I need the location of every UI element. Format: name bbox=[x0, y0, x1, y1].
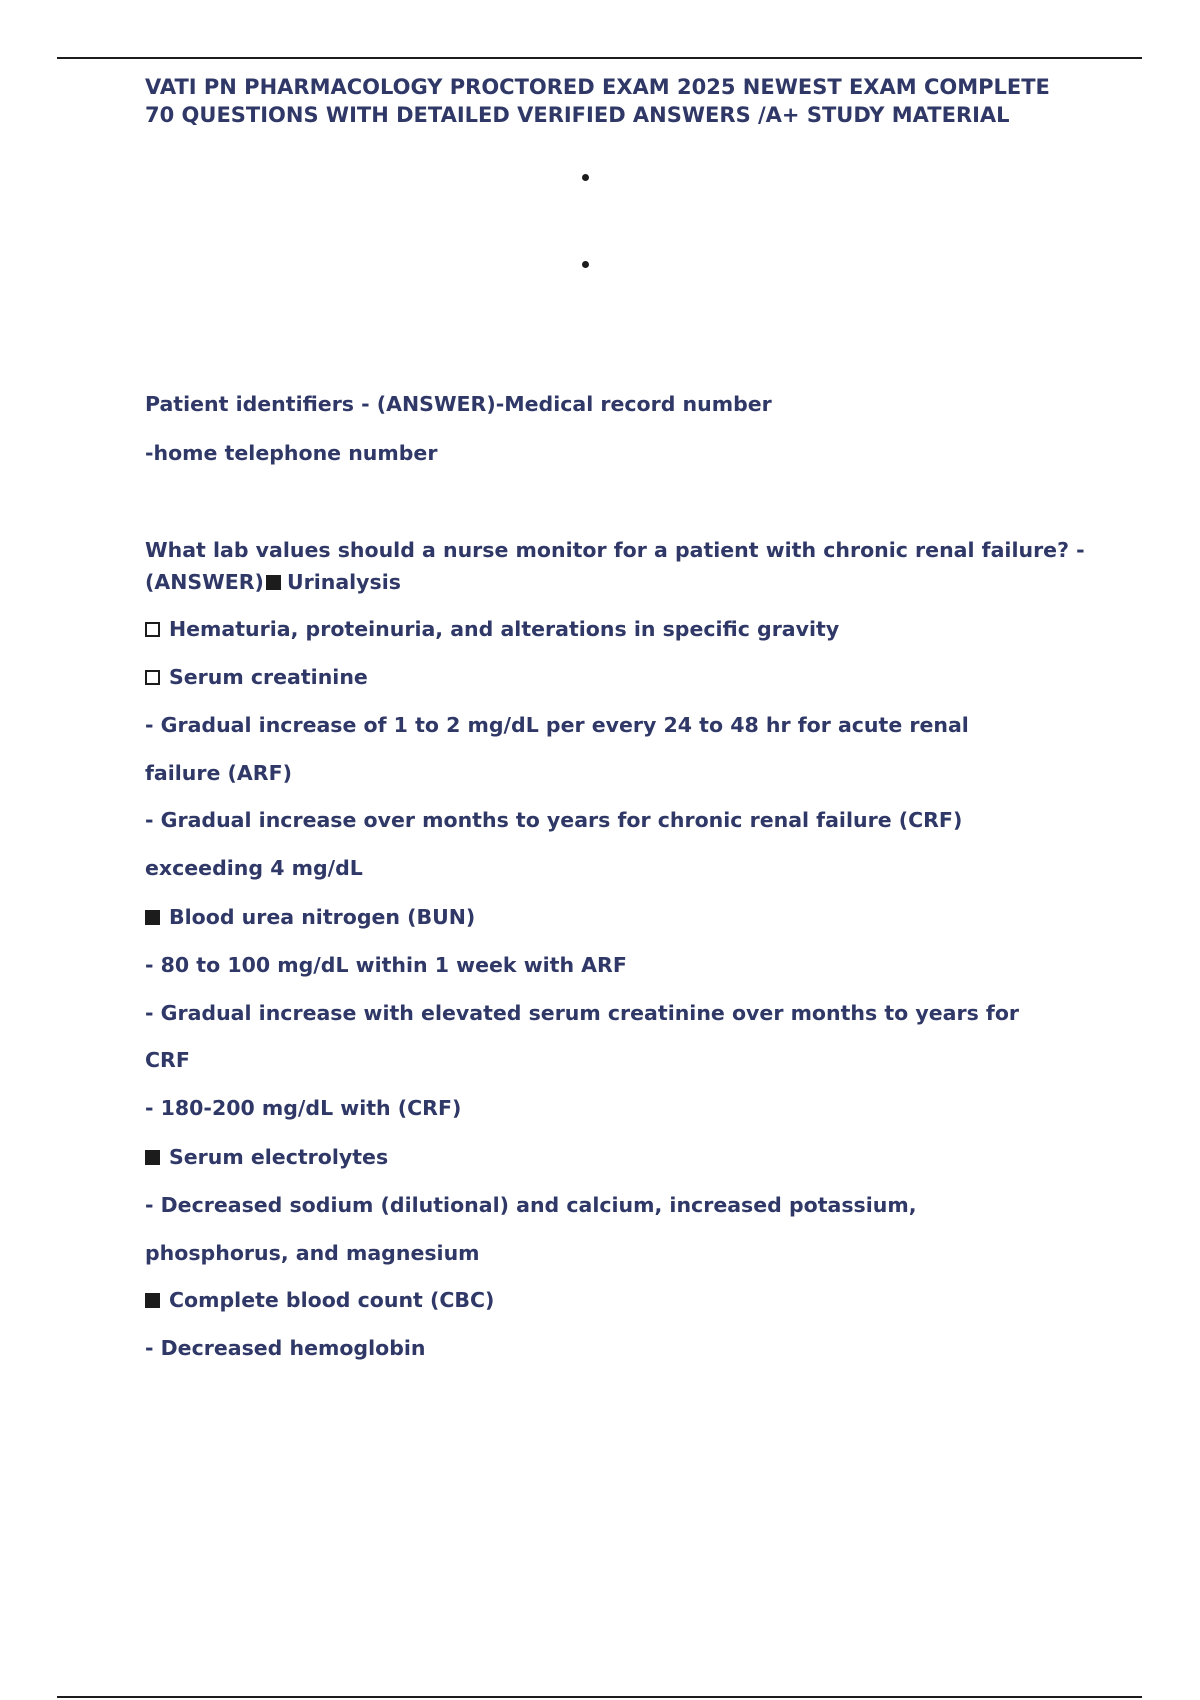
list-item bbox=[145, 1286, 494, 1314]
list-item bbox=[145, 1143, 388, 1171]
empty-box-icon bbox=[145, 622, 160, 637]
list-item bbox=[145, 1191, 917, 1219]
list-item-text: Blood urea nitrogen (BUN) bbox=[169, 905, 476, 929]
list-item-text: - 80 to 100 mg/dL within 1 week with ARF bbox=[145, 953, 627, 977]
list-item bbox=[145, 903, 475, 931]
list-item-text: - Gradual increase with elevated serum creatinine over months to years for bbox=[145, 1001, 1020, 1025]
list-item bbox=[145, 999, 1019, 1027]
list-item-text: exceeding 4 mg/dL bbox=[145, 856, 363, 880]
bullet-dot-icon bbox=[582, 174, 589, 181]
list-item-text: - Decreased sodium (dilutional) and calcium, increased potassium, bbox=[145, 1193, 917, 1217]
list-item bbox=[145, 1239, 480, 1267]
list-item bbox=[145, 1334, 426, 1362]
list-item-text: Serum electrolytes bbox=[169, 1145, 389, 1169]
top-rule bbox=[57, 57, 1142, 59]
empty-box-icon bbox=[145, 670, 160, 685]
list-item-text: Complete blood count (CBC) bbox=[169, 1288, 495, 1312]
list-item-text: failure (ARF) bbox=[145, 761, 292, 785]
list-item bbox=[145, 806, 962, 834]
bullet-dot-icon bbox=[582, 261, 589, 268]
list-item bbox=[145, 615, 839, 643]
answer-2-line bbox=[145, 568, 401, 596]
list-item bbox=[145, 759, 292, 787]
list-item-text: Hematuria, proteinuria, and alterations in specific gravity bbox=[169, 617, 840, 641]
filled-square-icon bbox=[145, 910, 160, 925]
document-title: VATI PN PHARMACOLOGY PROCTORED EXAM 2025 NEWEST EXAM COMPLETE 70 QUESTIONS WITH DETAILED VERIFIED ANSWERS /A+ STUDY MATERIAL bbox=[145, 75, 1050, 127]
question-1-line: Patient identifiers - (ANSWER)-Medical record number bbox=[145, 392, 772, 416]
list-item bbox=[145, 663, 368, 691]
list-item bbox=[145, 711, 969, 739]
question-2-line: What lab values should a nurse monitor for a patient with chronic renal failure? - bbox=[145, 538, 1085, 562]
list-item-text: CRF bbox=[145, 1048, 190, 1072]
filled-square-icon bbox=[145, 1293, 160, 1308]
list-item bbox=[145, 1094, 461, 1122]
bottom-rule bbox=[57, 1696, 1142, 1698]
list-item-text: phosphorus, and magnesium bbox=[145, 1241, 480, 1265]
list-item bbox=[145, 951, 627, 979]
urinalysis-label: Urinalysis bbox=[286, 570, 401, 594]
answer-1-line: -home telephone number bbox=[145, 441, 438, 465]
list-item-text: - Gradual increase of 1 to 2 mg/dL per every 24 to 48 hr for acute renal bbox=[145, 713, 969, 737]
list-item-text: - 180-200 mg/dL with (CRF) bbox=[145, 1096, 462, 1120]
filled-square-icon bbox=[145, 1150, 160, 1165]
list-item bbox=[145, 854, 363, 882]
list-item-text: - Gradual increase over months to years for chronic renal failure (CRF) bbox=[145, 808, 963, 832]
answer-label: (ANSWER) bbox=[145, 570, 264, 594]
list-item-text: - Decreased hemoglobin bbox=[145, 1336, 426, 1360]
list-item-text: Serum creatinine bbox=[169, 665, 368, 689]
filled-square-icon bbox=[266, 575, 281, 590]
list-item bbox=[145, 1046, 190, 1074]
